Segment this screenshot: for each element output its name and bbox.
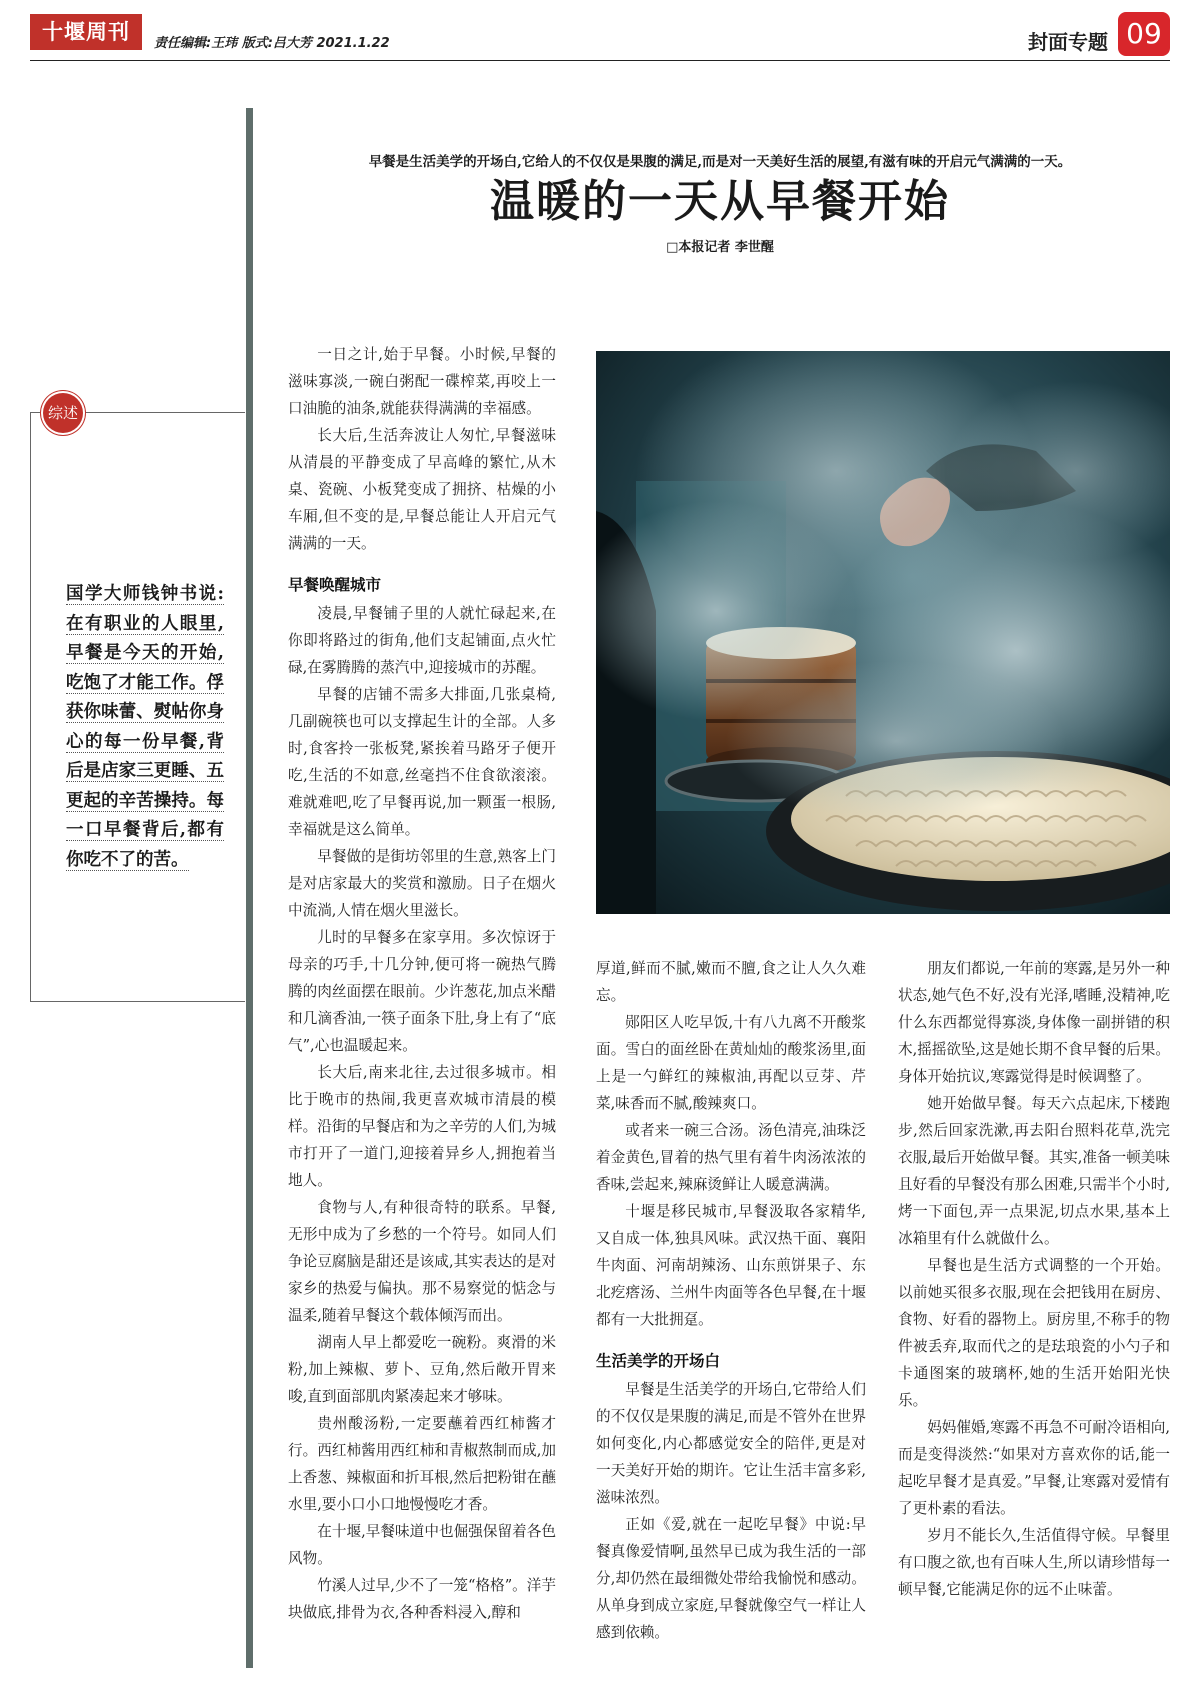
masthead [30,12,1170,61]
paragraph: 一日之计,始于早餐。小时候,早餐的滋味寡淡,一碗白粥配一碟榨菜,再咬上一口油脆的油条,就能获得满满的幸福感。 [288,346,556,417]
article-column-3 [898,955,1170,1685]
article-column-1 [288,341,556,1681]
paragraph: 凌晨,早餐铺子里的人就忙碌起来,在你即将路过的街角,他们支起铺面,点火忙碌,在雾腾腾的蒸汽中,迎接城市的苏醒。 [288,605,556,676]
paragraph: 早餐也是生活方式调整的一个开始。以前她买很多衣服,现在会把钱用在厨房、食物、好看的器物上。厨房里,不称手的物件被丢弃,取而代之的是珐琅瓷的小勺子和卡通图案的玻璃杯,她的生活开始阳光快乐。 [898,1257,1170,1409]
paragraph: 十堰是移民城市,早餐汲取各家精华,又自成一体,独具风味。武汉热干面、襄阳牛肉面、河南胡辣汤、山东煎饼果子、东北疙瘩汤、兰州牛肉面等各色早餐,在十堰都有一大批拥趸。 [596,1203,866,1328]
article-title: 温暖的一天从早餐开始 [490,176,950,227]
sidebar-rule-left [30,412,31,1002]
paragraph: 岁月不能长久,生活值得守候。早餐里有口腹之欲,也有百味人生,所以请珍惜每一顿早餐,它能满足你的远不止味蕾。 [898,1527,1170,1598]
article-deck: 早餐是生活美学的开场白,它给人的不仅仅是果腹的满足,而是对一天美好生活的展望,有滋有味的开启元气满满的一天。 [368,154,1072,170]
paragraph: 贵州酸汤粉,一定要蘸着西红柿酱才行。西红柿酱用西红柿和青椒熬制而成,加上香葱、辣椒面和折耳根,然后把粉钳在蘸水里,要小口小口地慢慢吃才香。 [288,1415,556,1513]
pull-quote [66,580,224,875]
paragraph: 早餐是生活美学的开场白,它带给人们的不仅仅是果腹的满足,而是不管外在世界如何变化,内心都感觉安全的陪伴,更是对一天美好开始的期许。它让生活丰富多彩,滋味浓烈。 [596,1381,866,1506]
paragraph: 长大后,生活奔波让人匆忙,早餐滋味从清晨的平静变成了早高峰的繁忙,从木桌、瓷碗、小板凳变成了拥挤、枯燥的小车厢,但不变的是,早餐总能让人开启元气满满的一天。 [288,427,556,552]
vertical-divider [246,108,253,1668]
pull-quote-text: 国学大师钱钟书说:在有职业的人眼里,早餐是今天的开始,吃饱了才能工作。俘获你味蕾、熨帖你身心的每一份早餐,背后是店家三更睡、五更起的辛苦操持。每一口早餐背后,都有你吃不了的苦。 [66,584,224,870]
sidebar-rule-bottom [30,1001,245,1002]
newspaper-logo: 十堰周刊 [30,14,142,50]
paragraph: 正如《爱,就在一起吃早餐》中说:早餐真像爱情啊,虽然早已成为我生活的一部分,却仍然在最细微处带给我愉悦和感动。从单身到成立家庭,早餐就像空气一样让人感到依赖。 [596,1516,866,1641]
paragraph: 或者来一碗三合汤。汤色清亮,油珠泛着金黄色,冒着的热气里有着牛肉汤浓浓的香味,尝起来,辣麻烫鲜让人暖意满满。 [596,1122,866,1193]
editor-credits: 责任编辑:王玮 版式:吕大芳 2021.1.22 [154,36,390,51]
paragraph: 在十堰,早餐味道中也倔强保留着各色风物。 [288,1523,556,1567]
steaming-breakfast-photo [596,351,1170,914]
paragraph: 食物与人,有种很奇特的联系。早餐,无形中成为了乡愁的一个符号。如同人们争论豆腐脑是甜还是该咸,其实表达的是对家乡的热爱与偏执。那不易察觉的惦念与温柔,随着早餐这个载体倾泻而出。 [288,1199,556,1324]
paragraph: 湖南人早上都爱吃一碗粉。爽滑的米粉,加上辣椒、萝卜、豆角,然后敞开胃来唆,直到面部肌肉紧凑起来才够味。 [288,1334,556,1405]
paragraph: 朋友们都说,一年前的寒露,是另外一种状态,她气色不好,没有光泽,嗜睡,没精神,吃什么东西都觉得寡淡,身体像一副拼错的积木,摇摇欲坠,这是她长期不食早餐的后果。身体开始抗议,寒露觉得是时候调整了。 [898,960,1170,1085]
paragraph: 竹溪人过早,少不了一笼“格格”。洋芋块做底,排骨为衣,各种香料浸入,醇和 [288,1577,556,1621]
section-title: 封面专题 [1028,30,1108,54]
paragraph: 早餐的店铺不需多大排面,几张桌椅,几副碗筷也可以支撑起生计的全部。人多时,食客拎一张板凳,紧挨着马路牙子便开吃,生活的不如意,丝毫挡不住食欲滚滚。难就难吧,吃了早餐再说,加一颗蛋一根肠,幸福就是这么简单。 [288,686,556,838]
paragraph: 妈妈催婚,寒露不再急不可耐冷语相向,而是变得淡然:“如果对方喜欢你的话,能一起吃早餐才是真爱。”早餐,让寒露对爱情有了更朴素的看法。 [898,1419,1170,1517]
summary-badge: 综述 [43,393,83,433]
paragraph: 厚道,鲜而不腻,嫩而不膻,食之让人久久难忘。 [596,960,866,1004]
paragraph: 儿时的早餐多在家享用。多次惊讶于母亲的巧手,十几分钟,便可将一碗热气腾腾的肉丝面摆在眼前。少许葱花,加点米醋和几滴香油,一筷子面条下肚,身上有了“底气”,心也温暖起来。 [288,929,556,1054]
article-byline: □本报记者 李世醒 [666,240,774,255]
paragraph: 她开始做早餐。每天六点起床,下楼跑步,然后回家洗漱,再去阳台照料花草,洗完衣服,最后开始做早餐。其实,准备一顿美味且好看的早餐没有那么困难,只需半个小时,烤一下面包,弄一点果泥,切点水果,基本上冰箱里有什么就做什么。 [898,1095,1170,1247]
paragraph: 早餐做的是街坊邻里的生意,熟客上门是对店家最大的奖赏和激励。日子在烟火中流淌,人情在烟火里滋长。 [288,848,556,919]
paragraph: 郧阳区人吃早饭,十有八九离不开酸浆面。雪白的面丝卧在黄灿灿的酸浆汤里,面上是一勺鲜红的辣椒油,再配以豆芽、芹菜,味香而不腻,酸辣爽口。 [596,1014,866,1112]
article-column-2 [596,955,866,1685]
paragraph: 长大后,南来北往,去过很多城市。相比于晚市的热闹,我更喜欢城市清晨的模样。沿街的早餐店和为之辛劳的人们,为城市打开了一道门,迎接着异乡人,拥抱着当地人。 [288,1064,556,1189]
section-heading: 早餐唤醒城市 [288,576,382,594]
section-heading: 生活美学的开场白 [596,1352,721,1370]
page-number: 09 [1118,12,1170,56]
